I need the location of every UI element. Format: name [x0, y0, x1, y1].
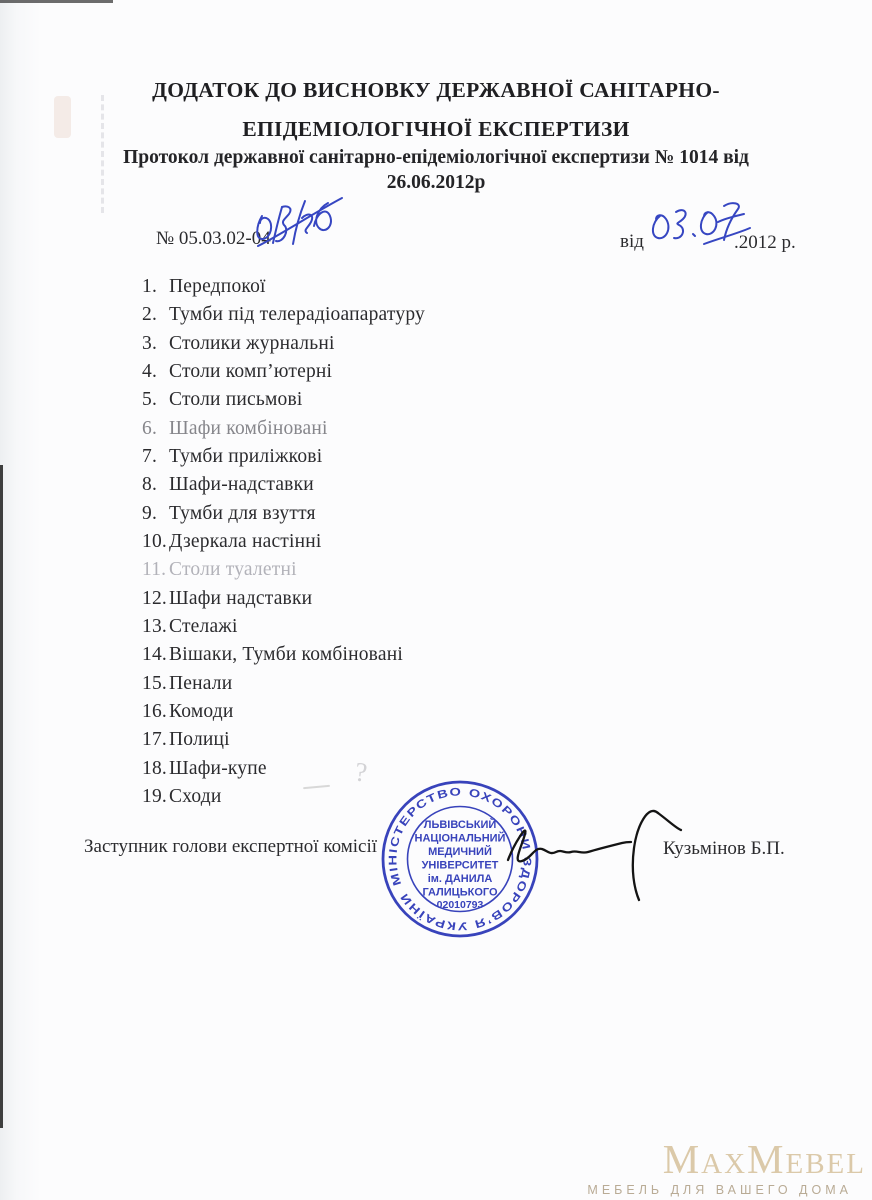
list-item: 11. Столи туалетні	[142, 559, 297, 581]
furniture-items-list	[142, 276, 425, 814]
list-item: 14. Вішаки, Тумби комбіновані	[142, 644, 403, 666]
list-item: 9. Тумби для взуття	[142, 502, 316, 524]
list-item: 5. Столи письмові	[142, 389, 303, 411]
watermark-tagline: МЕБЕЛЬ ДЛЯ ВАШЕГО ДОМА	[587, 1182, 852, 1197]
svg-text:МЕДИЧНИЙ: МЕДИЧНИЙ	[428, 846, 492, 858]
svg-text:УНІВЕРСИТЕТ: УНІВЕРСИТЕТ	[421, 859, 499, 872]
list-item: 15. Пенали	[142, 672, 233, 694]
list-item: 7. Тумби приліжкові	[142, 445, 323, 467]
svg-text:ЛЬВІВСЬКИЙ: ЛЬВІВСЬКИЙ	[423, 819, 497, 831]
scan-left-edge-artifact	[0, 465, 3, 1128]
ref-number-label: № 05.03.02-04	[156, 228, 271, 249]
list-item: 17. Полиці	[142, 729, 230, 751]
list-item: 4. Столи комп’ютерні	[142, 360, 333, 382]
protocol-line-2: 26.06.2012р	[386, 172, 486, 193]
signatory-name: Кузьмінов Б.П.	[663, 838, 785, 859]
list-item: 2. Тумби під телерадіоапаратуру	[142, 304, 425, 326]
list-item: 19. Сходи	[142, 785, 222, 807]
list-item: 16. Комоди	[142, 700, 234, 722]
date-prefix-label: від	[620, 231, 644, 252]
svg-text:02010793: 02010793	[436, 899, 484, 911]
date-suffix-label: .2012 р.	[734, 232, 796, 253]
protocol-line-1: Протокол державної санітарно-епідеміологічної експертизи № 1014 від	[123, 147, 749, 168]
protocol-subtitle	[0, 145, 872, 195]
list-item: 10. Дзеркала настінні	[142, 530, 322, 552]
list-item: 18. Шафи-купе	[142, 757, 267, 779]
svg-text:ім. ДАНИЛА: ім. ДАНИЛА	[427, 873, 493, 885]
list-item: 3. Столики журнальні	[142, 332, 335, 354]
document-title	[0, 71, 872, 149]
svg-text:ГАЛИЦЬКОГО: ГАЛИЦЬКОГО	[422, 886, 498, 899]
watermark	[587, 1135, 866, 1197]
list-item: 6. Шафи комбіновані	[142, 417, 328, 439]
watermark-brand: MaxMebel	[662, 1135, 866, 1182]
list-item: 12. Шафи надставки	[142, 587, 313, 609]
signatory-role: Заступник голови експертної комісії	[84, 836, 378, 857]
scan-top-edge-artifact	[0, 0, 113, 3]
pencil-question-mark: ?	[353, 756, 369, 788]
list-item: 1. Передпокої	[142, 276, 266, 297]
handwritten-signature	[498, 800, 683, 910]
svg-text:НАЦІОНАЛЬНИЙ: НАЦІОНАЛЬНИЙ	[414, 832, 506, 845]
title-line-2: ЕПІДЕМІОЛОГІЧНОЇ ЕКСПЕРТИЗИ	[242, 117, 630, 141]
list-item: 8. Шафи-надставки	[142, 474, 314, 496]
stamp-center-text	[415, 818, 506, 911]
stamp-ring-text: МІНІСТЕРСТВО ОХОРОНИ ЗДОРОВ’Я УКРАЇНИ	[387, 786, 533, 932]
list-item: 13. Стелажі	[142, 615, 238, 637]
title-line-1: ДОДАТОК ДО ВИСНОВКУ ДЕРЖАВНОЇ САНІТАРНО-	[152, 78, 720, 102]
handwritten-ref-number	[250, 194, 345, 256]
